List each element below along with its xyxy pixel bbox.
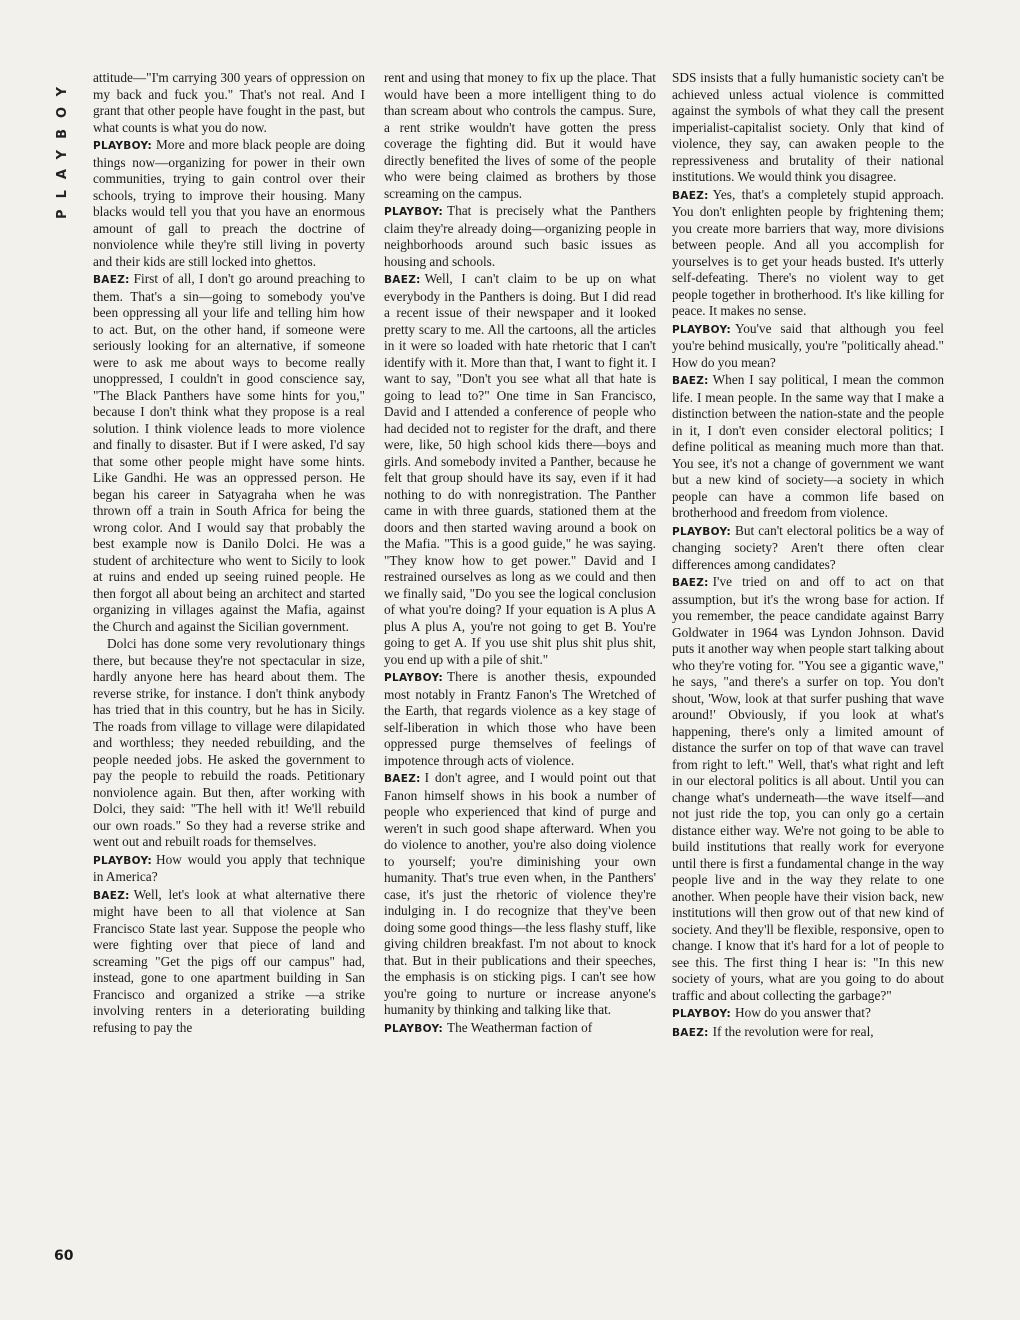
- interview-paragraph: [672, 574, 944, 1004]
- speaker-label: PLAYBOY:: [384, 1022, 443, 1035]
- paragraph-text: Well, I can't claim to be up on what everybody in the Panthers is doing. But I did read a recent issue of their newspaper and it looked pretty scary to me. All the cartoons, all the articles in it were so loaded with hate rhetoric that I can't identify with it. More than that, I want to fight it. I want to say, "Don't you see what all that hate is going to lead to?" One time in San Francisco, David and I attended a conference of people who had decided not to register for the draft, and there were, like, 50 high school kids there—boys and girls. And somebody invited a Panther, because he felt that group should have its say, even if it had nothing to do with nonregistration. The Panther came in with three guards, stationed them at the doors and then started waving around a book on the Mafia. "This is a good guide," he was saying. "They know how to get power." David and I restrained ourselves as long as we could and then we finally said, "Do you see the logical conclusion of what you're doing? If your equation is A plus A plus A plus A, you're not going to get B. You're going to get A. If you use shit plus shit plus shit, you end up with a pile of shit.": [384, 271, 656, 667]
- interview-paragraph: [384, 1020, 656, 1038]
- speaker-label: BAEZ:: [93, 274, 130, 286]
- text-column-2: [384, 70, 656, 1275]
- paragraph-text: There is another thesis, expounded most notably in Frantz Fanon's The Wretched of the Earth, that regards violence as a key stage of self-liberation in which those who have been oppressed purge themselves of feelings of impotence through acts of violence.: [384, 669, 656, 768]
- speaker-label: BAEZ:: [672, 1026, 709, 1039]
- interview-paragraph: [672, 1024, 944, 1042]
- speaker-label: BAEZ:: [672, 577, 709, 589]
- paragraph-text: How would you apply that technique in America?: [93, 851, 365, 884]
- speaker-label: BAEZ:: [93, 889, 130, 902]
- interview-paragraph: [672, 523, 944, 574]
- page-number: 60: [54, 1248, 74, 1264]
- speaker-label: BAEZ:: [384, 274, 421, 286]
- paragraph-text: rent and using that money to fix up the place. That would have been a more intelligent thing to do than scream about who controls the campus. Sure, a rent strike wouldn't have gotten the press coverage the fighting did. But it would have directly benefited the lives of some of the people who were being claimed as brothers by those screaming on the campus.: [384, 70, 656, 201]
- speaker-label: BAEZ:: [672, 189, 709, 202]
- speaker-label: PLAYBOY:: [93, 854, 152, 867]
- paragraph-text: First of all, I don't go around preaching to them. That's a sin—going to somebody you've been oppressing all your life and telling him how to act. But, on the other hand, if someone were seriously looking for an alternative, if someone were to ask me about ways to become really unoppressed, I couldn't in good conscience say, "The Black Panthers have some hints for you," because I don't think what they propose is a real solution. I think violence leads to more violence and finally to disaster. But if I were asked, I'd say that some other people might have some hints. Like Gandhi. He was an oppressed person. He began his career in Satyagraha when he was thrown off a train in South Africa for being the wrong color. And I would say that probably the best example now is Danilo Dolci. He was a student of architecture who went to Sicily to look at ruins and ended up seeing ruined people. He then forgot all about being an architect and started organizing in villages against the Mafia, against the Church and against the Sicilian government.: [93, 271, 365, 634]
- interview-paragraph: [384, 271, 656, 668]
- interview-paragraph: [93, 70, 365, 136]
- speaker-label: BAEZ:: [384, 773, 421, 785]
- text-column-1: [93, 70, 365, 1275]
- speaker-label: PLAYBOY:: [672, 1008, 731, 1020]
- paragraph-text: You've said that although you feel you're behind musically, you're "politically ahead." How do you mean?: [672, 320, 944, 370]
- interview-paragraph: [384, 669, 656, 769]
- paragraph-text: SDS insists that a fully humanistic society can't be achieved unless actual violence is committed against the symbols of what they call the present imperialist-capitalist society. Only that kind of violence, they say, can awaken people to the repressiveness and brutality of their national institutions. We would think you disagree.: [672, 70, 944, 184]
- interview-paragraph: [93, 852, 365, 886]
- interview-paragraph: [672, 372, 944, 522]
- text-column-3: [672, 70, 944, 1275]
- paragraph-text: I've tried on and off to act on that assumption, but it's the wrong base for action. If you remember, the peace candidate against Barry Goldwater in 1964 was Lyndon Johnson. David puts it another way when people start talking about who they're voting for. "You see a gigantic wave," he says, "and there's a surfer on top. You don't shout, 'Wow, look at that surfer pushing that wave around!' Obviously, if you look at what's happening, there's only a limited amount of distance the surfer on top of that wave can travel from right to left." Well, that's what right and left in our electoral politics is all about. Until you can change what's underneath—the wave itself—and not just ride the top, you can only go a certain distance either way. We're not going to be able to build institutions that really work for everyone until there is first a fundamental change in the way people live and in the way they relate to one another. When people have their vision back, new institutions will then grow out of that new kind of society. And they'll be flexible, responsive, open to change. I know that it's hard for a lot of people to see this. The first thing I hear is: "In this new society of yours, what are you going to do about traffic and about collecting the garbage?": [672, 574, 944, 1003]
- interview-paragraph: [93, 137, 365, 270]
- speaker-label: PLAYBOY:: [93, 140, 152, 152]
- speaker-label: PLAYBOY:: [384, 206, 443, 218]
- paragraph-text: Yes, that's a completely stupid approach. You don't enlighten people by frightening them; you create more barriers that way, more divisions between people. And all you accomplish for yourselves is to get your heads busted. It's utterly self-defeating. There's no violent way to get people together in brotherhood. It's like killing for peace. It makes no sense.: [672, 186, 944, 318]
- speaker-label: PLAYBOY:: [384, 672, 443, 684]
- paragraph-text: When I say political, I mean the common life. I mean people. In the same way that I make a distinction between the nation-state and the people in it, I don't even consider electoral politics; I define political as meaning much more than that. You see, it's not a change of government we want but a new kind of society—a society in which people can have a common life based on brotherhood and freedom from violence.: [672, 372, 944, 520]
- paragraph-text: But can't electoral politics be a way of changing society? Aren't there often clear differences among candidates?: [672, 522, 944, 572]
- magazine-masthead: PLAYBOY: [55, 76, 70, 219]
- interview-paragraph: [672, 321, 944, 372]
- interview-paragraph: [93, 271, 365, 635]
- speaker-label: BAEZ:: [672, 375, 709, 387]
- interview-paragraph: [93, 887, 365, 1037]
- paragraph-text: I don't agree, and I would point out that Fanon himself shows in his book a number of people who experienced that kind of purge and weren't in such good shape afterward. When you do violence to another, you're also doing violence to yourself; you're diminishing your own humanity. That's true even when, in the Panthers' case, it's just the rhetoric of violence they're indulging in. I do recognize that they've been doing some good things—the less flashy stuff, like giving children breakfast. I'm not about to knock that. But in their publications and their speeches, the emphasis is on sticking pigs. I can't see how you're going to nurture or increase anyone's humanity by thinking and talking like that.: [384, 770, 656, 1017]
- interview-paragraph: [384, 203, 656, 270]
- interview-paragraph: [384, 770, 656, 1019]
- paragraph-text: The Weatherman faction of: [446, 1019, 593, 1035]
- paragraph-text: Well, let's look at what alternative there might have been to all that violence at San Francisco State last year. Suppose the people who were fighting over that piece of land and screaming "Get the pigs off our campus" had, instead, gone to one apartment building in San Francisco and organized a strike —a strike involving renters in a deteriorating building refusing to pay the: [93, 886, 365, 1035]
- interview-paragraph: [672, 70, 944, 186]
- interview-paragraph: [672, 1005, 944, 1023]
- paragraph-text: attitude—"I'm carrying 300 years of oppression on my back and fuck you." That's not real. And I grant that other people have fought in the past, but what counts is what you do now.: [93, 70, 365, 135]
- interview-paragraph: [672, 187, 944, 320]
- paragraph-text: How do you answer that?: [734, 1005, 871, 1020]
- paragraph-text: That is precisely what the Panthers claim they're already doing—organizing people in neighborhoods around such basic issues as housing and schools.: [384, 203, 656, 269]
- paragraph-text: More and more black people are doing things now—organizing for power in their own communities, trying to gain control over their schools, trying to improve their housing. Many blacks would tell you that you have an enormous amount of gall to preach the doctrine of nonviolence while they're still living in poverty and their kids are still locked into ghettos.: [93, 137, 365, 269]
- speaker-label: PLAYBOY:: [672, 525, 731, 538]
- paragraph-text: Dolci has done some very revolutionary things there, but because they're not spectacular in size, hardly anyone here has heard about them. The reverse strike, for instance. I don't think anybody has tried that in this country, but he has in Sicily. The roads from village to village were dilapidated and worthless; they needed rebuilding, and the people needed jobs. He asked the government to pay the people to rebuild the roads. Petitionary nonviolence again. But then, after working with Dolci, they said: "The hell with it! We'll rebuild our own roads." So they had a reverse strike and went out and rebuilt roads for themselves.: [93, 636, 365, 849]
- interview-paragraph: [93, 636, 365, 851]
- speaker-label: PLAYBOY:: [672, 323, 731, 336]
- interview-paragraph: [384, 70, 656, 202]
- paragraph-text: If the revolution were for real,: [712, 1023, 874, 1039]
